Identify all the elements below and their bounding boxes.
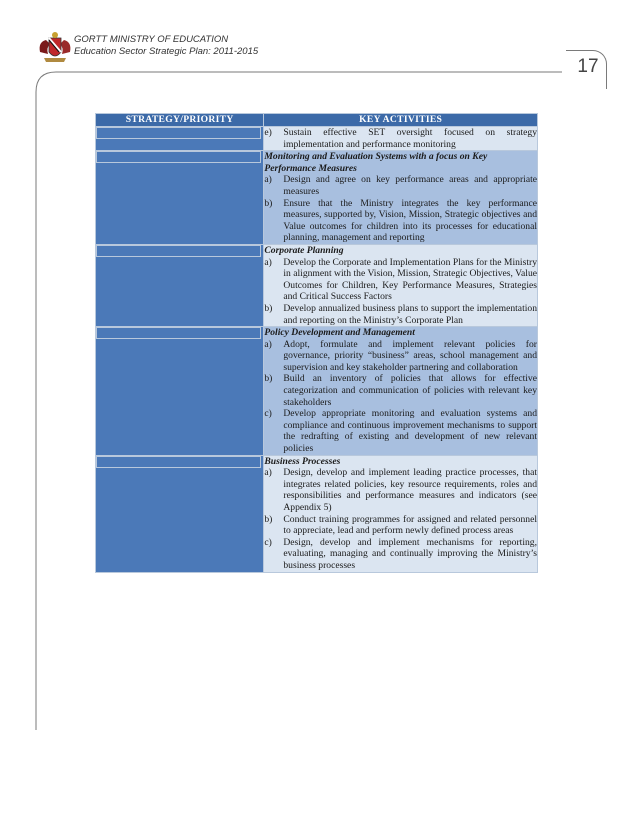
item-label: a) [264, 338, 272, 350]
strategy-cell [96, 151, 264, 245]
item-label: a) [264, 256, 272, 268]
table-row [96, 327, 538, 456]
section-title: Business Processes [264, 455, 341, 467]
item-text: Design and agree on key performance areas and appropriate measures [283, 174, 537, 197]
item-label: b) [264, 302, 273, 314]
item-label: b) [264, 513, 273, 525]
table-row [96, 455, 538, 572]
table-row [96, 127, 538, 151]
list-item [264, 373, 537, 408]
item-text: Ensure that the Ministry integrates the key performance measures, supported by, Vision, Mission, Strategic objectives and Value outcomes for children into its processes for educational planning, management and reporting [283, 197, 537, 244]
table-row [96, 151, 538, 245]
list-item [264, 198, 537, 244]
list-item [264, 303, 537, 326]
activities-cell [264, 327, 538, 456]
item-text: Design, develop and implement mechanisms for reporting, evaluating, managing and continually improving the Ministry’s business processes [283, 536, 537, 571]
strategy-cell [96, 455, 264, 572]
activities-cell [264, 455, 538, 572]
section-title: Monitoring and Evaluation Systems with a focus on Key Performance Measures [264, 151, 488, 174]
column-header-activities: KEY ACTIVITIES [264, 114, 538, 127]
column-header-strategy: STRATEGY/PRIORITY [96, 114, 264, 127]
list-item [264, 127, 537, 150]
list-item [264, 467, 537, 513]
item-label: e) [264, 127, 272, 138]
item-label: b) [264, 197, 273, 209]
item-text: Develop annualized business plans to support the implementation and reporting on the Ministry’s Corporate Plan [283, 302, 537, 326]
item-text: Sustain effective SET oversight focused on strategy implementation and performance monitoring [283, 127, 537, 150]
strategy-cell [96, 244, 264, 326]
section-title: Policy Development and Management [264, 327, 415, 339]
item-text: Conduct training programmes for assigned and related personnel to appreciate, lead and perform newly defined process areas [283, 513, 537, 537]
header-plan-title: Education Sector Strategic Plan: 2011-2015 [74, 46, 259, 57]
item-text: Design, develop and implement leading practice processes, that integrates related policies, key resource requirements, roles and responsibilities and performance measures and indicators (see Appendix 5) [283, 467, 537, 513]
activities-cell [264, 127, 538, 151]
item-text: Develop the Corporate and Implementation Plans for the Ministry in alignment with the Vision, Mission, Strategic Objectives, Value Outcomes for Children, Key Performance Measures, Strategies and Critical Success Factors [283, 256, 537, 303]
list-item [264, 257, 537, 303]
item-label: c) [264, 536, 272, 548]
item-text: Develop appropriate monitoring and evaluation systems and compliance and continuous improvement mechanisms to support the redrafting of existing and development of new relevant policies [283, 408, 537, 455]
list-item [264, 174, 537, 197]
header-ministry: GORTT MINISTRY OF EDUCATION [74, 34, 229, 45]
list-item [264, 408, 537, 454]
item-label: c) [264, 408, 272, 420]
item-label: a) [264, 174, 272, 186]
strategy-cell [96, 127, 264, 151]
item-label: b) [264, 373, 273, 385]
page-number: 17 [577, 56, 599, 77]
item-label: a) [264, 467, 272, 479]
activities-cell [264, 244, 538, 326]
table-row [96, 244, 538, 326]
item-text: Adopt, formulate and implement relevant policies for governance, priority “business” areas, school management and supervision and key stakeholder partnering and collaboration [283, 338, 537, 373]
list-item [264, 339, 537, 374]
list-item [264, 514, 537, 537]
activities-cell [264, 151, 538, 245]
list-item [264, 537, 537, 572]
item-text: Build an inventory of policies that allows for effective categorization and communication of policies with relevant key stakeholders [283, 373, 537, 408]
strategy-cell [96, 327, 264, 456]
section-title: Corporate Planning [264, 244, 344, 256]
strategy-table [95, 113, 538, 573]
